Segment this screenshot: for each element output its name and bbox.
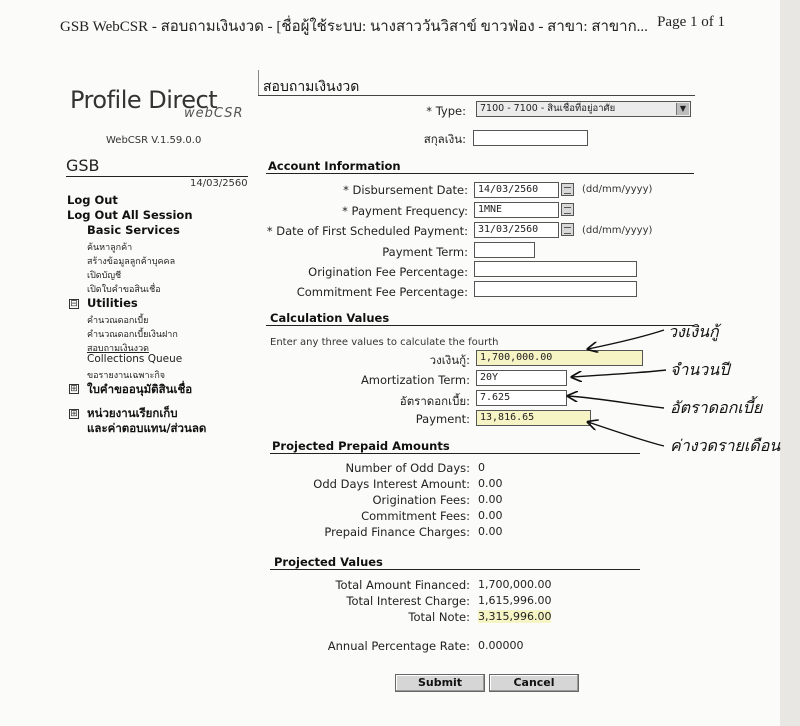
- origination-fees-value: 0.00: [478, 493, 503, 506]
- page-title: สอบถามเงินงวด: [263, 79, 360, 95]
- basic-services-heading: Basic Services: [87, 223, 180, 237]
- arrow-term: [572, 370, 666, 377]
- first-payment-date-label: * Date of First Scheduled Payment:: [266, 224, 468, 238]
- version-label: WebCSR V.1.59.0.0: [106, 135, 202, 146]
- calculation-instruction: Enter any three values to calculate the fourth: [270, 337, 499, 348]
- sidebar-item-deposit-interest[interactable]: คำนวณดอกเบี้ยเงินฝาก: [87, 330, 178, 340]
- collection-unit-heading[interactable]: หน่วยงานเรียกเก็บ: [87, 406, 178, 420]
- log-out-link[interactable]: Log Out: [67, 193, 118, 207]
- currency-label: สกุลเงิน:: [423, 132, 466, 146]
- origination-fees-label: Origination Fees:: [372, 493, 470, 507]
- sidebar-item-collections-queue[interactable]: Collections Queue: [87, 353, 183, 365]
- first-payment-date-input[interactable]: 31/03/2560: [474, 222, 559, 238]
- amortization-term-input[interactable]: 20Y: [476, 370, 567, 386]
- apr-value: 0.00000: [478, 639, 524, 652]
- date-format-hint: (dd/mm/yyyy): [582, 184, 653, 195]
- amount-financed-label: Total Amount Financed:: [335, 578, 470, 592]
- annotation-rate: อัตราดอกเบี้ย: [670, 398, 763, 417]
- payment-input[interactable]: 13,816.65: [476, 410, 591, 426]
- loan-approval-heading[interactable]: ใบคำขออนุมัติสินเชื่อ: [87, 382, 193, 396]
- cancel-button[interactable]: Cancel: [489, 674, 579, 692]
- origination-fee-label: Origination Fee Percentage:: [308, 265, 468, 279]
- payment-frequency-input[interactable]: 1MNE: [474, 202, 559, 218]
- sidebar-item-open-account[interactable]: เปิดบัญชี: [87, 271, 122, 281]
- payment-frequency-label: * Payment Frequency:: [342, 204, 468, 218]
- loan-amount-label: วงเงินกู้:: [429, 353, 470, 367]
- disbursement-date-input[interactable]: 14/03/2560: [474, 182, 559, 198]
- odd-days-interest-label: Odd Days Interest Amount:: [313, 477, 470, 491]
- log-out-all-link[interactable]: Log Out All Session: [67, 208, 193, 222]
- loan-amount-input[interactable]: 1,700,000.00: [476, 350, 643, 366]
- payment-term-label: Payment Term:: [382, 245, 468, 259]
- odd-days-interest-value: 0.00: [478, 477, 503, 490]
- commitment-fees-value: 0.00: [478, 509, 503, 522]
- expand-icon[interactable]: ⊞: [70, 384, 78, 394]
- expand-icon[interactable]: ⊞: [70, 409, 78, 419]
- odd-days-label: Number of Odd Days:: [345, 461, 470, 475]
- submit-button[interactable]: Submit: [395, 674, 485, 692]
- apr-label: Annual Percentage Rate:: [327, 639, 470, 653]
- interest-rate-label: อัตราดอกเบี้ย:: [399, 394, 470, 408]
- collapse-icon[interactable]: ⊟: [70, 299, 78, 309]
- commitment-fees-label: Commitment Fees:: [361, 509, 470, 523]
- interest-charge-label: Total Interest Charge:: [346, 594, 470, 608]
- annotation-term: จำนวนปี: [670, 360, 730, 379]
- interest-rate-input[interactable]: 7.625: [476, 390, 567, 406]
- utilities-heading[interactable]: Utilities: [87, 296, 138, 310]
- collection-unit-heading-line2[interactable]: และค่าตอบแทน/ส่วนลด: [87, 421, 207, 435]
- sidebar-date: 14/03/2560: [190, 178, 248, 189]
- page-indicator: Page 1 of 1: [651, 14, 725, 31]
- annotation-loan-amount: วงเงินกู้: [668, 322, 719, 341]
- window-title-text: GSB WebCSR - สอบถามเงินงวด - [ชื่อผู้ใช้ระบบ: นางสาววันวิสาข์ ขาวฟ่อง - สาขา: สาขาก...: [60, 19, 648, 35]
- prepaid-heading: Projected Prepaid Amounts: [272, 439, 450, 453]
- arrow-payment: [588, 422, 664, 446]
- type-label: * Type:: [426, 104, 466, 118]
- sidebar-item-customer-search[interactable]: ค้นหาลูกค้า: [87, 243, 133, 253]
- total-note-label: Total Note:: [408, 610, 470, 624]
- sidebar-item-ad-hoc-report[interactable]: ขอรายงานเฉพาะกิจ: [87, 371, 166, 381]
- chevron-down-icon[interactable]: ▼: [676, 103, 689, 115]
- logo-subtitle: webCSR: [184, 106, 244, 121]
- calculation-heading: Calculation Values: [270, 311, 390, 325]
- arrow-rate: [568, 396, 664, 408]
- account-info-heading: Account Information: [268, 159, 401, 173]
- sidebar-item-interest-calc[interactable]: คำนวณดอกเบี้ย: [87, 316, 149, 326]
- projected-heading: Projected Values: [274, 555, 383, 569]
- type-select-value: 7100 - 7100 - สินเชื่อที่อยู่อาศัย: [480, 103, 616, 114]
- prepaid-charges-label: Prepaid Finance Charges:: [324, 525, 470, 539]
- disbursement-date-label: * Disbursement Date:: [343, 183, 468, 197]
- sidebar-item-create-customer[interactable]: สร้างข้อมูลลูกค้าบุคคล: [87, 257, 176, 267]
- prepaid-charges-value: 0.00: [478, 525, 503, 538]
- annotation-payment: ค่างวดรายเดือน: [670, 436, 781, 455]
- sidebar-item-loan-application[interactable]: เปิดใบคำขอสินเชื่อ: [87, 285, 161, 295]
- amount-financed-value: 1,700,000.00: [478, 578, 552, 591]
- logo: Profile Direct: [70, 86, 218, 114]
- payment-label: Payment:: [415, 412, 470, 426]
- commitment-fee-label: Commitment Fee Percentage:: [296, 285, 468, 299]
- date-format-hint: (dd/mm/yyyy): [582, 225, 653, 236]
- interest-charge-value: 1,615,996.00: [478, 594, 552, 607]
- odd-days-value: 0: [478, 461, 485, 474]
- amortization-term-label: Amortization Term:: [360, 373, 470, 387]
- sidebar-item-installment-inquiry[interactable]: สอบถามเงินงวด: [87, 344, 149, 354]
- total-note-value: 3,315,996.00: [478, 610, 552, 623]
- org-name: GSB: [66, 156, 100, 175]
- arrow-loan-amount: [588, 330, 664, 349]
